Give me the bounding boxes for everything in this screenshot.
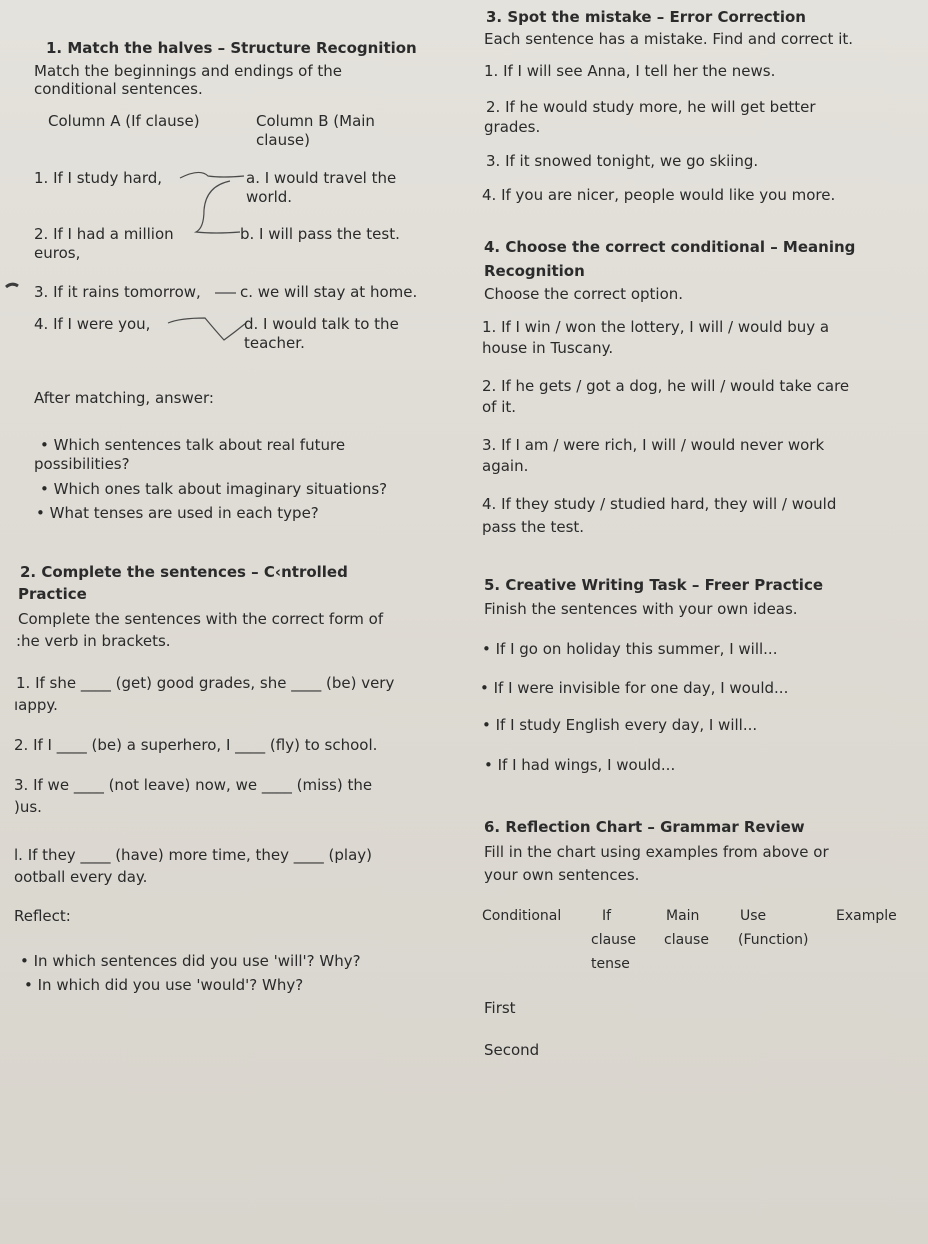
column-a-item-1: 1. If I study hard, xyxy=(34,169,163,187)
section-4-title-line-1: 4. Choose the correct conditional – Meaning xyxy=(484,238,856,256)
section-2-sentence-1-line-1: 1. If she ____ (get) good grades, she ____ (be) very xyxy=(16,674,395,692)
section-4-instruction: Choose the correct option. xyxy=(484,285,684,303)
section-4-sentence-2-line-1: 2. If he gets / got a dog, he will / would take care xyxy=(482,377,850,395)
column-b-item-d-line-1: d. I would talk to the xyxy=(244,315,399,333)
section-1-instruction-line-1: Match the beginnings and endings of the xyxy=(34,62,343,80)
column-b-item-b: b. I will pass the test. xyxy=(240,225,400,243)
section-5-prompt-3: • If I study English every day, I will... xyxy=(482,716,758,734)
section-2-sentence-3-line-1: 3. If we ____ (not leave) now, we ____ (miss) the xyxy=(14,776,373,794)
section-2-instruction-line-1: Complete the sentences with the correct form of xyxy=(18,610,384,628)
section-3-sentence-4: 4. If you are nicer, people would like you more. xyxy=(482,186,836,204)
chart-header-if-line-2: clause xyxy=(591,932,636,948)
chart-row-second: Second xyxy=(484,1041,540,1059)
column-a-item-2-line-1: 2. If I had a million xyxy=(34,225,174,243)
section-5-title: 5. Creative Writing Task – Freer Practice xyxy=(484,576,824,594)
match-line-1 xyxy=(180,172,244,178)
column-b-item-d-line-2: teacher. xyxy=(244,334,305,352)
column-b-item-c: c. we will stay at home. xyxy=(240,283,418,301)
section-1-instruction-line-2: conditional sentences. xyxy=(34,80,203,98)
section-4-sentence-3-line-1: 3. If I am / were rich, I will / would never work xyxy=(482,436,825,454)
section-2-sentence-4-line-2: ootball every day. xyxy=(14,868,148,886)
chart-header-if-line-3: tense xyxy=(591,956,630,972)
section-1-title: 1. Match the halves – Structure Recognition xyxy=(46,39,417,57)
question-real-future-line-2: possibilities? xyxy=(34,455,130,473)
question-real-future-line-1: • Which sentences talk about real future xyxy=(40,436,346,454)
section-5-instruction: Finish the sentences with your own ideas. xyxy=(484,600,798,618)
match-line-4 xyxy=(168,318,246,340)
chart-header-main-line-2: clause xyxy=(664,932,709,948)
section-3-sentence-1: 1. If I will see Anna, I tell her the news. xyxy=(484,62,776,80)
section-4-sentence-4-line-2: pass the test. xyxy=(482,518,585,536)
column-b-item-a-line-2: world. xyxy=(246,188,293,206)
section-3-sentence-2-line-2: grades. xyxy=(484,118,541,136)
section-2-title-line-1: 2. Complete the sentences – C‹ntrolled xyxy=(20,563,348,581)
section-2-sentence-2: 2. If I ____ (be) a superhero, I ____ (fly) to school. xyxy=(14,736,378,754)
section-3-title: 3. Spot the mistake – Error Correction xyxy=(486,8,806,26)
column-b-heading-line-2: clause) xyxy=(256,131,311,149)
section-5-prompt-2: • If I were invisible for one day, I would... xyxy=(480,679,789,697)
margin-mark xyxy=(6,284,18,287)
column-a-item-3: 3. If it rains tomorrow, xyxy=(34,283,201,301)
after-matching-label: After matching, answer: xyxy=(34,389,214,407)
section-2-sentence-1-line-2: ıappy. xyxy=(14,696,58,714)
section-2-title-line-2: Practice xyxy=(18,585,87,603)
section-2-sentence-3-line-2: )us. xyxy=(14,798,42,816)
section-5-prompt-1: • If I go on holiday this summer, I will... xyxy=(482,640,778,658)
chart-header-if-line-1: If xyxy=(602,908,612,924)
column-b-item-a-line-1: a. I would travel the xyxy=(246,169,397,187)
column-a-heading: Column A (If clause) xyxy=(48,112,200,130)
match-line-2 xyxy=(196,181,240,233)
reflect-question-would: • In which did you use 'would'? Why? xyxy=(24,976,304,994)
section-6-title: 6. Reflection Chart – Grammar Review xyxy=(484,818,805,836)
column-a-item-2-line-2: euros, xyxy=(34,244,81,262)
section-2-sentence-4-line-1: l. If they ____ (have) more time, they ____ (play) xyxy=(14,846,373,864)
section-4-sentence-1-line-1: 1. If I win / won the lottery, I will / would buy a xyxy=(482,318,830,336)
section-6-instruction-line-2: your own sentences. xyxy=(484,866,640,884)
section-3-instruction: Each sentence has a mistake. Find and correct it. xyxy=(484,30,854,48)
section-4-sentence-2-line-2: of it. xyxy=(482,398,517,416)
section-3-sentence-2-line-1: 2. If he would study more, he will get better xyxy=(486,98,816,116)
section-5-prompt-4: • If I had wings, I would... xyxy=(484,756,676,774)
section-4-sentence-3-line-2: again. xyxy=(482,457,529,475)
section-6-instruction-line-1: Fill in the chart using examples from above or xyxy=(484,843,829,861)
section-4-sentence-4-line-1: 4. If they study / studied hard, they will / would xyxy=(482,495,837,513)
chart-header-main-line-1: Main xyxy=(666,908,700,924)
reflect-question-will: • In which sentences did you use 'will'? Why? xyxy=(20,952,361,970)
section-4-sentence-1-line-2: house in Tuscany. xyxy=(482,339,614,357)
chart-header-use-line-1: Use xyxy=(740,908,767,924)
column-a-item-4: 4. If I were you, xyxy=(34,315,151,333)
section-4-title-line-2: Recognition xyxy=(484,262,585,280)
chart-header-use-line-2: (Function) xyxy=(738,932,809,948)
section-2-instruction-line-2: :he verb in brackets. xyxy=(16,632,171,650)
chart-header-conditional: Conditional xyxy=(482,908,562,924)
question-tenses: • What tenses are used in each type? xyxy=(36,504,319,522)
question-imaginary: • Which ones talk about imaginary situations? xyxy=(40,480,388,498)
chart-header-example: Example xyxy=(836,908,897,924)
reflect-label: Reflect: xyxy=(14,907,71,925)
column-b-heading-line-1: Column B (Main xyxy=(256,112,375,130)
chart-row-first: First xyxy=(484,999,516,1017)
section-3-sentence-3: 3. If it snowed tonight, we go skiing. xyxy=(486,152,759,170)
